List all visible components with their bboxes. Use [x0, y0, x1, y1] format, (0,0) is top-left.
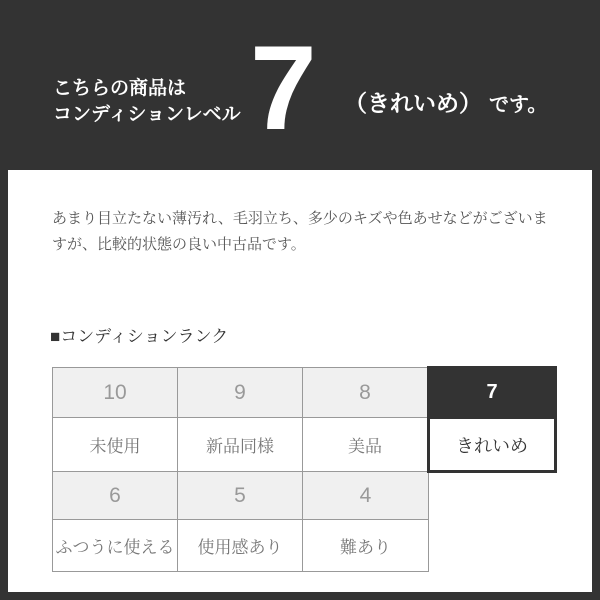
condition-intro-line2: コンディションレベル	[53, 104, 241, 125]
rank-cell-label-8: 美品	[303, 418, 429, 472]
condition-suffix-text: です。	[489, 94, 548, 116]
rank-label-row-2	[53, 520, 556, 572]
rank-cell-label-4: 難あり	[303, 520, 429, 572]
content-panel	[8, 170, 592, 592]
rank-cell-empty	[429, 472, 556, 520]
rank-cell-number-9: 9	[178, 368, 303, 418]
condition-intro-text	[53, 76, 241, 128]
rank-cell-label-9: 新品同様	[178, 418, 303, 472]
condition-rank-table	[52, 366, 557, 572]
rank-cell-label-10: 未使用	[53, 418, 178, 472]
condition-level-number: 7	[250, 21, 317, 155]
rank-cell-label-5: 使用感あり	[178, 520, 303, 572]
rank-cell-label-6: ふつうに使える	[53, 520, 178, 572]
condition-level-name: （きれいめ）	[344, 90, 482, 116]
rank-cell-number-5: 5	[178, 472, 303, 520]
rank-cell-number-7-active: 7	[429, 368, 556, 418]
condition-description: あまり目立たない薄汚れ、毛羽立ち、多少のキズや色あせなどがございますが、比較的状態の良い中古品です。	[52, 210, 548, 253]
rank-cell-empty	[429, 520, 556, 572]
rank-number-row-1	[53, 368, 556, 418]
rank-cell-label-7-active: きれいめ	[429, 418, 556, 472]
rank-number-row-2	[53, 472, 556, 520]
rank-cell-number-8: 8	[303, 368, 429, 418]
rank-cell-number-10: 10	[53, 368, 178, 418]
rank-cell-number-4: 4	[303, 472, 429, 520]
rank-cell-number-6: 6	[53, 472, 178, 520]
rank-section-heading: ■コンディションランク	[50, 327, 229, 346]
condition-intro-line1: こちらの商品は	[53, 78, 187, 99]
rank-label-row-1	[53, 418, 556, 472]
